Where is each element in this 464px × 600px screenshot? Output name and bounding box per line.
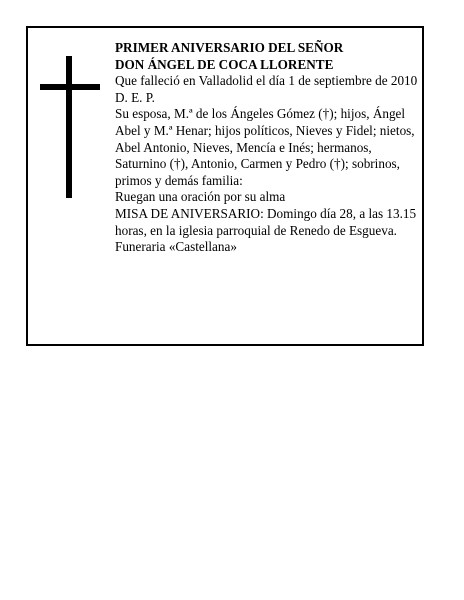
cross-icon	[40, 56, 100, 198]
mass-info: MISA DE ANIVERSARIO: Domingo día 28, a las 13.15 horas, en la iglesia parroquial de Renedo de Esgueva.	[115, 205, 417, 238]
cross-vertical-bar	[66, 56, 72, 198]
prayer-request: Ruegan una oración por su alma	[115, 189, 286, 205]
rip-text: D. E. P.	[115, 89, 155, 105]
death-info: Que falleció en Valladolid el día 1 de septiembre de 2010	[115, 73, 418, 89]
notice-text	[115, 40, 421, 256]
funeral-home: Funeraria «Castellana»	[115, 239, 237, 255]
notice-title-line-1: PRIMER ANIVERSARIO DEL SEÑOR	[115, 40, 344, 55]
obituary-notice	[26, 26, 424, 346]
family-list: Su esposa, M.ª de los Ángeles Gómez (†); hijos, Ángel Abel y M.ª Henar; hijos políticos, Nieves y Fidel; nietos, Abel Antonio, Nieves, Mencía e Inés; hermanos, Saturnino (†), Antonio, Carmen y Pedro (†); sobrinos, primos y demás familia:	[115, 106, 415, 188]
cross-horizontal-bar	[40, 84, 100, 90]
notice-title-line-2: DON ÁNGEL DE COCA LLORENTE	[115, 56, 334, 72]
